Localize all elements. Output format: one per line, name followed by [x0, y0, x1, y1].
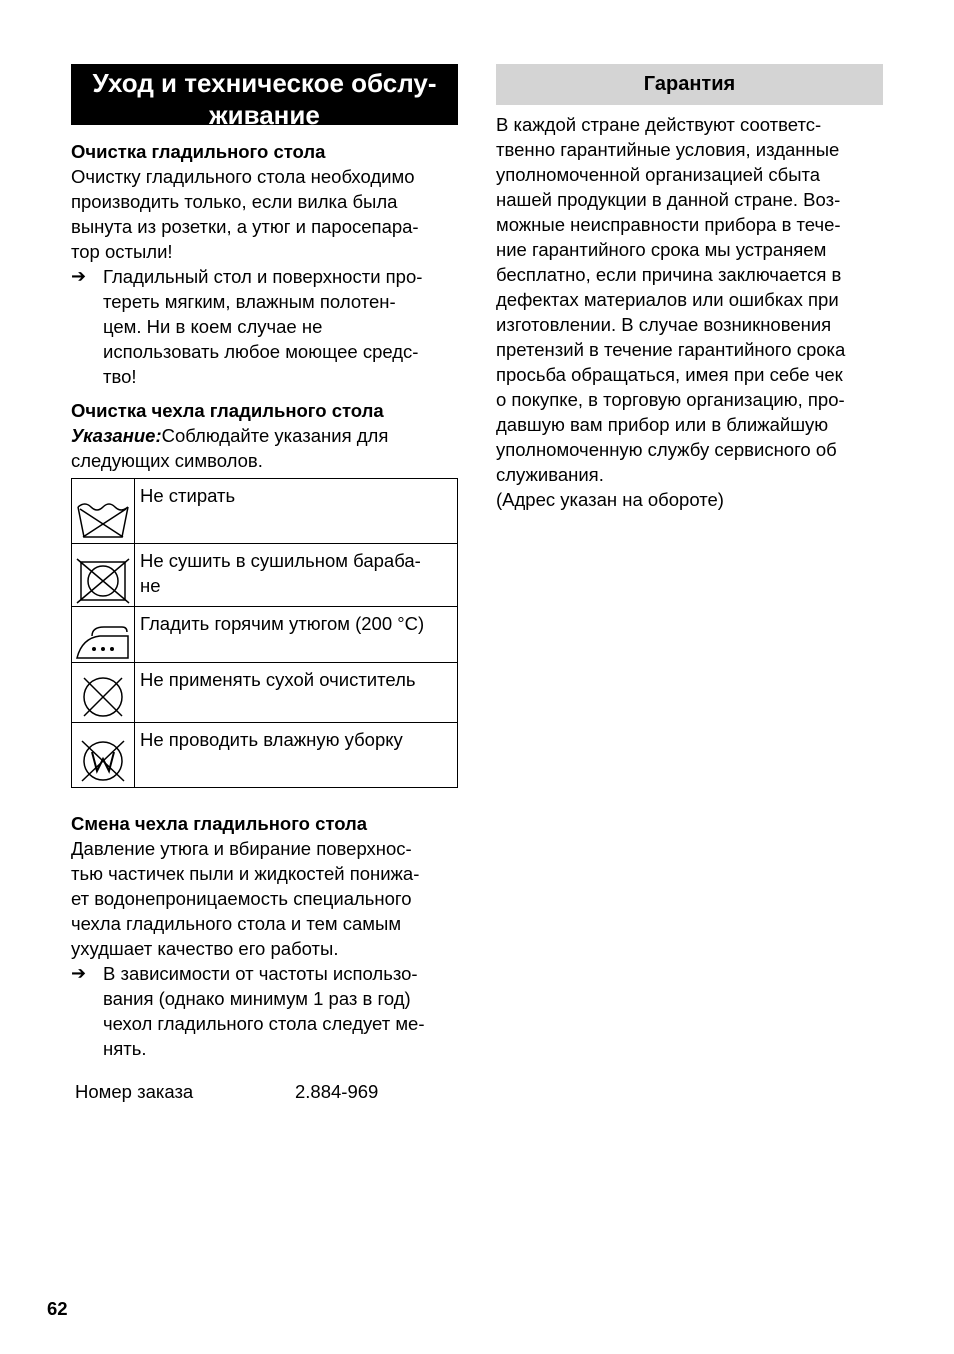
paragraph-cover-replacement [71, 836, 458, 961]
note-text: Соблюдайте указания для [161, 425, 389, 446]
symbol-cell [72, 544, 135, 607]
section-title-warranty: Гарантия [496, 64, 883, 105]
page-number: 62 [47, 1298, 68, 1319]
symbol-description [135, 479, 458, 544]
text-line: использовать любое моющее средс- [103, 341, 419, 362]
title-line-1: Уход и техническое обслу- [92, 68, 437, 98]
text-line: давшую вам прибор или в ближайшую [496, 414, 829, 435]
text-line: Гладильный стол и поверхности про- [103, 266, 423, 287]
heading-cover-replacement: Смена чехла гладильного стола [71, 813, 368, 834]
no-wash-icon [75, 499, 131, 541]
bullet-text [103, 961, 458, 1061]
text-line: изготовлении. В случае возникновения [496, 314, 832, 335]
table-row [72, 663, 458, 723]
text-line: вания (однако минимум 1 раз в год) [103, 988, 411, 1009]
symbol-description [135, 723, 458, 788]
text-line: нашей продукции в данной стране. Воз- [496, 189, 841, 210]
text-line: просьба обращаться, имея при себе чек [496, 364, 843, 385]
order-number [75, 1079, 458, 1104]
heading-cleaning-table: Очистка гладильного стола [71, 141, 326, 162]
text-line: тво! [103, 366, 137, 387]
text-line: вынута из розетки, а утюг и паросепара- [71, 216, 419, 237]
text-line: дефектах материалов или ошибках при [496, 289, 839, 310]
order-value: 2.884-969 [295, 1081, 379, 1102]
symbol-description [135, 607, 458, 663]
text-line: тереть мягким, влажным полотен- [103, 291, 396, 312]
section-title-care [71, 64, 458, 130]
arrow-right-icon: ➔ [71, 266, 87, 286]
text-line: Не проводить влажную уборку [140, 729, 403, 750]
bullet-text [103, 264, 458, 389]
text-line: нять. [103, 1038, 147, 1059]
text-line: Очистку гладильного стола необходимо [71, 166, 415, 187]
symbol-cell [72, 607, 135, 663]
text-line: цем. Ни в коем случае не [103, 316, 323, 337]
text-line: о покупке, в торговую организацию, про- [496, 389, 845, 410]
text-line: тью частичек пыли и жидкостей понижа- [71, 863, 420, 884]
iron-hot-icon [74, 624, 132, 660]
section-cover-replacement [71, 811, 458, 1061]
text-line: производить только, если вилка была [71, 191, 398, 212]
bullet-cleaning [71, 264, 458, 389]
paragraph-warranty [496, 112, 883, 512]
heading-cleaning-cover: Очистка чехла гладильного стола [71, 400, 384, 421]
section-cleaning-cover [71, 398, 458, 788]
text-line: твенно гарантийные условия, изданные [496, 139, 840, 160]
text-line: можные неисправности прибора в тече- [496, 214, 841, 235]
table-row [72, 723, 458, 788]
bullet-replacement [71, 961, 458, 1061]
note-label: Указание: [71, 425, 162, 446]
symbol-cell [72, 663, 135, 723]
text-line: Гладить горячим утюгом (200 °C) [140, 613, 425, 634]
symbol-cell [72, 723, 135, 788]
paragraph-cleaning-table [71, 164, 458, 264]
note-text-2: следующих символов. [71, 450, 263, 471]
no-tumble-dry-icon [75, 558, 131, 604]
text-line: бесплатно, если причина заключается в [496, 264, 842, 285]
text-line: не [140, 575, 161, 596]
text-line: ет водонепроницаемость специального [71, 888, 412, 909]
text-line: Не применять сухой очиститель [140, 669, 416, 690]
note [71, 423, 458, 448]
section-cleaning-table [71, 139, 458, 389]
no-wet-clean-icon [77, 737, 129, 785]
text-line: ухудшает качество его работы. [71, 938, 339, 959]
table-row [72, 607, 458, 663]
table-row [72, 544, 458, 607]
text-line: уполномоченной организацией сбыта [496, 164, 821, 185]
text-line: ние гарантийного срока мы устраняем [496, 239, 827, 260]
text-line: Не сушить в сушильном бараба- [140, 550, 421, 571]
care-symbols-table [71, 478, 458, 788]
title-line-2: живание [209, 100, 320, 130]
text-line: чехол гладильного стола следует ме- [103, 1013, 425, 1034]
arrow-right-icon: ➔ [71, 963, 87, 983]
order-label: Номер заказа [75, 1081, 194, 1102]
text-line: (Адрес указан на обороте) [496, 489, 724, 510]
no-dry-clean-icon [78, 674, 128, 720]
text-line: тор остыли! [71, 241, 173, 262]
text-line: служивания. [496, 464, 604, 485]
text-line: Давление утюга и вбирание поверхнос- [71, 838, 412, 859]
left-column [71, 64, 458, 1104]
text-line: В зависимости от частоты использо- [103, 963, 418, 984]
symbol-description [135, 544, 458, 607]
text-line: уполномоченную службу сервисного об [496, 439, 837, 460]
text-line: чехла гладильного стола и тем самым [71, 913, 402, 934]
symbol-cell [72, 479, 135, 544]
right-column [496, 64, 883, 512]
text-line: В каждой стране действуют соответс- [496, 114, 822, 135]
symbol-description [135, 663, 458, 723]
text-line: претензий в течение гарантийного срока [496, 339, 846, 360]
text-line: Не стирать [140, 485, 236, 506]
table-row [72, 479, 458, 544]
